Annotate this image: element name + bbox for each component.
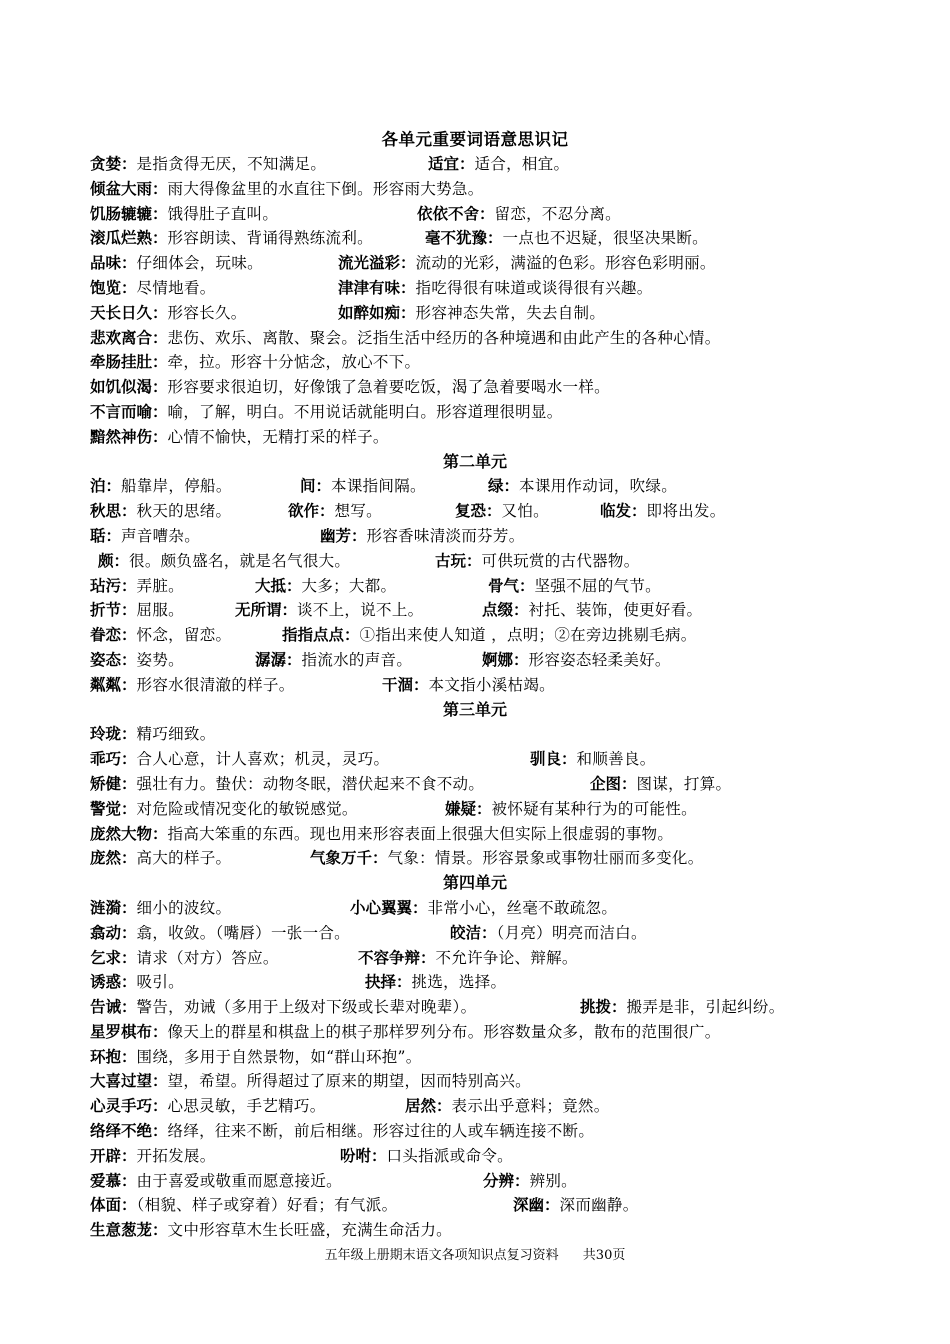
vocab-entry	[90, 152, 326, 177]
vocab-entry	[445, 797, 697, 822]
vocab-term: 饥肠辘辘：	[90, 204, 168, 223]
vocab-line	[90, 970, 860, 995]
vocab-term: 饱览：	[90, 278, 137, 297]
vocab-definition: 翕，收敛。（嘴唇）一张一合。	[136, 923, 350, 942]
vocab-entry	[90, 598, 184, 623]
vocab-entry	[488, 474, 677, 499]
vocab-definition: 络绎，往来不断，前后相继。形容过往的人或车辆连接不断。	[167, 1122, 595, 1141]
vocab-line	[90, 425, 860, 450]
vocab-term: 贪婪：	[90, 155, 137, 173]
vocab-definition: 雨大得像盆里的水直往下倒。形容雨大势急。	[167, 179, 484, 198]
vocab-line	[90, 1218, 860, 1243]
vocab-term: 古玩：	[435, 551, 482, 570]
vocab-line	[90, 226, 860, 251]
vocab-entry	[425, 226, 708, 251]
vocab-definition: 衬托、装饰，使更好看。	[528, 601, 703, 620]
vocab-term: 悲欢离合：	[90, 328, 168, 347]
vocab-definition: 流动的光彩，满溢的色彩。形容色彩明丽。	[415, 254, 716, 273]
vocab-line	[90, 1193, 860, 1218]
vocab-definition: 开拓发展。	[136, 1146, 216, 1165]
vocab-term: 环抱：	[90, 1047, 137, 1066]
vocab-definition: 适合，相宜。	[474, 155, 570, 173]
vocab-entry	[90, 226, 373, 251]
vocab-definition: 屈服。	[136, 601, 184, 620]
vocab-line	[90, 524, 860, 549]
vocab-line	[90, 326, 860, 351]
vocab-definition: 又怕。	[501, 502, 549, 521]
vocab-term: 深幽：	[513, 1196, 560, 1215]
vocab-line	[90, 1045, 860, 1070]
vocab-definition: 悲伤、欢乐、离散、聚会。泛指生活中经历的各种境遇和由此产生的各种心情。	[167, 328, 721, 347]
vocab-entry	[90, 1119, 594, 1144]
vocab-entry	[590, 772, 731, 797]
vocab-term: 毫不犹豫：	[425, 229, 503, 248]
vocab-term: 络绎不绝：	[90, 1122, 168, 1141]
vocab-definition: 本课用作动词，吹绿。	[519, 477, 678, 496]
vocab-entry	[358, 946, 578, 971]
vocab-entry	[450, 921, 647, 946]
vocab-entry	[90, 499, 231, 524]
vocab-entry	[90, 326, 721, 351]
vocab-term: 小心翼翼：	[350, 898, 428, 917]
vocab-term: 泊：	[90, 477, 122, 496]
vocab-entry	[90, 400, 563, 425]
vocab-line	[90, 722, 860, 747]
vocab-entry	[90, 1094, 326, 1119]
vocab-entry	[90, 425, 389, 450]
vocab-term: 玷污：	[90, 576, 137, 595]
vocab-definition: 船靠岸，停船。	[121, 477, 232, 496]
vocab-definition: 对危险或情况变化的敏锐感觉。	[136, 799, 358, 818]
vocab-line	[90, 499, 860, 524]
vocab-entry	[90, 921, 350, 946]
vocab-term: 适宜：	[428, 155, 475, 173]
vocab-entry	[365, 970, 506, 995]
vocab-term: 分辨：	[483, 1171, 530, 1190]
vocab-entry	[417, 202, 621, 227]
vocab-term: 庞然大物：	[90, 824, 168, 843]
vocab-definition: 辨别。	[529, 1171, 577, 1190]
vocab-term: 聒：	[90, 526, 122, 545]
footer-doc-title: 五年级上册期末语文各项知识点复习资料	[324, 1248, 559, 1263]
vocab-line	[90, 177, 860, 202]
vocab-entry	[90, 177, 484, 202]
vocab-term: 告诫：	[90, 998, 137, 1017]
vocab-term: 折节：	[90, 601, 137, 620]
vocab-definition: 指吃得很有味道或谈得很有兴趣。	[415, 278, 653, 297]
vocab-entry	[90, 722, 216, 747]
vocab-term: 体面：	[90, 1196, 137, 1215]
vocab-term: 津津有味：	[338, 278, 416, 297]
vocab-definition: 坚强不屈的气节。	[534, 576, 661, 595]
vocab-definition: 围绕，多用于自然景物，如“群山环抱”。	[136, 1047, 422, 1066]
vocab-term: 天长日久：	[90, 303, 168, 322]
vocab-line	[90, 846, 860, 871]
vocab-entry	[513, 1193, 639, 1218]
vocab-entry	[600, 499, 726, 524]
vocab-line	[90, 400, 860, 425]
vocab-term: 不言而喻：	[90, 402, 168, 421]
vocab-entry	[90, 648, 184, 673]
vocab-definition: 牵，拉。形容十分惦念，放心不下。	[167, 353, 421, 372]
vocab-entry	[90, 574, 184, 599]
vocab-term: 指指点点：	[282, 626, 360, 645]
vocab-line	[90, 896, 860, 921]
vocab-term: 心灵手巧：	[90, 1097, 168, 1116]
vocab-line	[90, 1119, 860, 1144]
vocab-term: 庞然：	[90, 849, 137, 868]
vocab-entry	[90, 1193, 397, 1218]
vocab-entry	[90, 623, 231, 648]
vocab-term: 玲珑：	[90, 725, 137, 744]
vocab-term: 不容争辩：	[358, 948, 436, 967]
vocab-definition: 心思灵敏，手艺精巧。	[167, 1097, 326, 1116]
vocab-definition: 饿得肚子直叫。	[167, 204, 279, 223]
vocab-term: 诱惑：	[90, 973, 137, 992]
vocab-term: 吩咐：	[340, 1146, 387, 1165]
vocab-entry	[98, 549, 350, 574]
vocab-term: 幽芳：	[320, 526, 367, 545]
vocab-entry	[405, 1094, 610, 1119]
vocab-definition: 声音嘈杂。	[121, 526, 201, 545]
vocab-term: 气象万千：	[310, 849, 388, 868]
vocab-line	[90, 1020, 860, 1045]
page-title: 各单元重要词语意思识记	[381, 130, 569, 149]
vocab-line	[90, 946, 860, 971]
vocab-entry	[90, 350, 420, 375]
vocab-line	[90, 474, 860, 499]
vocab-entry	[300, 474, 426, 499]
vocab-definition: 心情不愉快，无精打采的样子。	[167, 427, 389, 446]
vocab-definition: 被怀疑有某种行为的可能性。	[491, 799, 697, 818]
vocab-line	[90, 995, 860, 1020]
vocab-definition: 图谋，打算。	[636, 774, 732, 793]
vocab-term: 警觉：	[90, 799, 137, 818]
vocab-term: 大喜过望：	[90, 1072, 168, 1091]
vocab-term: 企图：	[590, 774, 637, 793]
vocab-definition: 强壮有力。蛰伏：动物冬眠，潜伏起来不食不动。	[136, 774, 485, 793]
vocab-term: 涟漪：	[90, 898, 137, 917]
vocab-definition: 文中形容草木生长旺盛，充满生命活力。	[167, 1221, 452, 1240]
vocab-term: 粼粼：	[90, 675, 137, 694]
vocab-definition: 像天上的群星和棋盘上的棋子那样罗列分布。形容数量众多，散布的范围很广。	[167, 1022, 721, 1041]
vocab-term: 嫌疑：	[445, 799, 492, 818]
vocab-definition: 细小的波纹。	[136, 898, 232, 917]
vocab-entry	[90, 822, 673, 847]
vocab-definition: （月亮）明亮而洁白。	[496, 923, 647, 942]
vocab-term: 品味：	[90, 254, 137, 273]
section-heading: 第二单元	[442, 451, 507, 471]
vocab-definition: 形容长久。	[167, 303, 247, 322]
vocab-entry	[282, 623, 697, 648]
vocab-term: 流光溢彩：	[338, 254, 416, 273]
vocab-entry	[435, 549, 640, 574]
vocab-entry	[338, 301, 605, 326]
vocab-entry	[483, 1169, 577, 1194]
vocab-definition: 请求（对方）答应。	[136, 948, 279, 967]
vocab-line	[90, 1144, 860, 1169]
section-heading: 第三单元	[442, 699, 507, 719]
vocab-line	[90, 251, 860, 276]
vocab-definition: 高大的样子。	[136, 849, 232, 868]
vocab-definition: 和顺善良。	[576, 750, 656, 769]
vocab-line	[90, 673, 860, 698]
vocab-term: 开辟：	[90, 1146, 137, 1165]
vocab-definition: 留恋，不忍分离。	[494, 204, 621, 223]
vocab-definition: 气象：情景。形容景象或事物壮丽而多变化。	[387, 849, 704, 868]
vocab-line	[90, 648, 860, 673]
vocab-definition: 形容朗读、背诵得熟练流利。	[167, 229, 373, 248]
document-page	[90, 128, 860, 1243]
vocab-definition: 不允许争论、辩解。	[435, 948, 578, 967]
vocab-term: 居然：	[405, 1097, 452, 1116]
vocab-line	[90, 822, 860, 847]
vocab-entry	[482, 648, 671, 673]
vocab-entry	[320, 524, 525, 549]
vocab-term: 驯良：	[530, 750, 577, 769]
vocab-definition: 形容要求很迫切，好像饿了急着要吃饭，渴了急着要喝水一样。	[167, 378, 610, 397]
vocab-definition: 精巧细致。	[136, 725, 216, 744]
vocab-definition: 望，希望。所得超过了原来的期望，因而特别高兴。	[167, 1072, 531, 1091]
vocab-term: 潺潺：	[255, 650, 302, 669]
vocab-definition: 谈不上，说不上。	[297, 601, 424, 620]
vocab-entry	[90, 1218, 452, 1243]
vocab-entry	[90, 673, 295, 698]
vocab-entry	[90, 1169, 342, 1194]
vocab-term: 星罗棋布：	[90, 1022, 168, 1041]
vocab-term: 依依不舍：	[417, 204, 495, 223]
vocab-entry	[255, 648, 412, 673]
vocab-entry	[90, 1045, 422, 1070]
vocab-line	[90, 797, 860, 822]
vocab-term: 点缀：	[482, 601, 529, 620]
vocab-definition: 吸引。	[136, 973, 184, 992]
vocab-entry	[90, 524, 200, 549]
vocab-definition: 弄脏。	[136, 576, 184, 595]
vocab-definition: 深而幽静。	[559, 1196, 639, 1215]
vocab-term: 姿态：	[90, 650, 137, 669]
vocab-line	[90, 152, 860, 177]
vocab-definition: 表示出乎意料；竟然。	[451, 1097, 610, 1116]
vocab-definition: 可供玩赏的古代器物。	[481, 551, 640, 570]
vocab-term: 滚瓜烂熟：	[90, 229, 168, 248]
vocab-definition: 很。颇负盛名，就是名气很大。	[129, 551, 351, 570]
vocab-entry	[90, 946, 279, 971]
vocab-definition: 怀念，留恋。	[136, 626, 232, 645]
vocab-term: 眷恋：	[90, 626, 137, 645]
vocab-entry	[338, 251, 716, 276]
vocab-line	[90, 549, 860, 574]
vocab-definition: 指流水的声音。	[301, 650, 413, 669]
vocab-entry	[90, 1069, 531, 1094]
vocab-term: 翕动：	[90, 923, 137, 942]
vocab-entry	[350, 896, 617, 921]
vocab-term: 欲作：	[288, 502, 335, 521]
vocab-entry	[338, 276, 653, 301]
vocab-definition: 本文指小溪枯竭。	[428, 675, 555, 694]
vocab-definition: 合人心意，计人喜欢；机灵，灵巧。	[136, 750, 390, 769]
vocab-definition: 是指贪得无厌，不知满足。	[136, 155, 327, 173]
vocab-term: 大抵：	[255, 576, 302, 595]
vocab-entry	[90, 772, 484, 797]
vocab-term: 秋思：	[90, 502, 137, 521]
vocabulary-list	[90, 152, 860, 1243]
vocab-definition: 大多；大都。	[301, 576, 397, 595]
vocab-term: 黯然神伤：	[90, 427, 168, 446]
vocab-definition: 秋天的思绪。	[136, 502, 232, 521]
vocab-entry	[382, 673, 555, 698]
vocab-line	[90, 276, 860, 301]
vocab-entry	[90, 474, 232, 499]
vocab-term: 皎洁：	[450, 923, 497, 942]
vocab-term: 间：	[300, 477, 332, 496]
vocab-entry	[482, 598, 702, 623]
vocab-definition: 警告，劝诫（多用于上级对下级或长辈对晚辈）。	[136, 998, 477, 1017]
vocab-term: 倾盆大雨：	[90, 179, 168, 198]
vocab-entry	[580, 995, 785, 1020]
vocab-entry	[255, 574, 396, 599]
vocab-line	[90, 1069, 860, 1094]
vocab-definition: （相貌、样子或穿着）好看；有气派。	[136, 1196, 398, 1215]
vocab-definition: ①指出来使人知道 ，点明；②在旁边挑剔毛病。	[359, 626, 697, 645]
vocab-entry	[90, 970, 184, 995]
vocab-definition: 尽情地看。	[136, 278, 216, 297]
vocab-entry	[340, 1144, 513, 1169]
vocab-entry	[90, 202, 278, 227]
vocab-definition: 搬弄是非，引起纠纷。	[626, 998, 785, 1017]
vocab-entry	[90, 995, 476, 1020]
vocab-definition: 形容香味清淡而芬芳。	[366, 526, 525, 545]
vocab-entry	[428, 152, 569, 177]
vocab-definition: 挑选，选择。	[411, 973, 507, 992]
vocab-line	[90, 747, 860, 772]
vocab-entry	[90, 276, 216, 301]
vocab-term: 爱慕：	[90, 1171, 137, 1190]
vocab-line	[90, 375, 860, 400]
vocab-definition: 想写。	[334, 502, 382, 521]
vocab-line	[90, 301, 860, 326]
vocab-term: 乖巧：	[90, 750, 137, 769]
vocab-entry	[530, 747, 656, 772]
vocab-term: 挑拨：	[580, 998, 627, 1017]
vocab-entry	[90, 1020, 721, 1045]
vocab-definition: 指高大笨重的东西。现也用来形容表面上很强大但实际上很虚弱的事物。	[167, 824, 674, 843]
vocab-line	[90, 772, 860, 797]
footer-page-count: 共30页	[582, 1248, 626, 1263]
vocab-term: 绿：	[488, 477, 520, 496]
vocab-term: 临发：	[600, 502, 647, 521]
vocab-entry	[90, 301, 247, 326]
vocab-term: 生意葱茏：	[90, 1221, 168, 1240]
vocab-term: 如饥似渴：	[90, 378, 168, 397]
vocab-entry	[90, 251, 263, 276]
vocab-definition: 即将出发。	[646, 502, 726, 521]
vocab-entry	[90, 797, 358, 822]
section-heading: 第四单元	[442, 873, 507, 893]
vocab-line	[90, 921, 860, 946]
vocab-term: 干涸：	[382, 675, 429, 694]
vocab-line	[90, 1169, 860, 1194]
vocab-entry	[90, 896, 231, 921]
vocab-entry	[90, 375, 610, 400]
vocab-entry	[455, 499, 549, 524]
vocab-term: 婀娜：	[482, 650, 529, 669]
vocab-line	[90, 350, 860, 375]
vocab-term: 无所谓：	[235, 601, 298, 620]
vocab-term: 骨气：	[488, 576, 535, 595]
vocab-line	[90, 574, 860, 599]
vocab-definition: 由于喜爱或敬重而愿意接近。	[136, 1171, 342, 1190]
vocab-definition: 姿势。	[136, 650, 184, 669]
vocab-term: 复恐：	[455, 502, 502, 521]
page-footer	[0, 1246, 950, 1266]
vocab-term: 如醉如痴：	[338, 303, 416, 322]
vocab-line	[90, 623, 860, 648]
vocab-line	[90, 202, 860, 227]
vocab-line	[90, 1094, 860, 1119]
vocab-term: 乞求：	[90, 948, 137, 967]
vocab-term: 颇：	[98, 551, 130, 570]
vocab-definition: 本课指间隔。	[331, 477, 426, 496]
vocab-entry	[90, 1144, 216, 1169]
vocab-term: 抉择：	[365, 973, 412, 992]
vocab-term: 牵肠挂肚：	[90, 353, 168, 372]
vocab-line	[90, 598, 860, 623]
vocab-entry	[90, 846, 231, 871]
vocab-entry	[488, 574, 661, 599]
vocab-definition: 口头指派或命令。	[386, 1146, 513, 1165]
vocab-entry	[288, 499, 382, 524]
vocab-entry	[310, 846, 704, 871]
vocab-definition: 一点也不迟疑，很坚决果断。	[502, 229, 708, 248]
vocab-definition: 仔细体会，玩味。	[136, 254, 263, 273]
vocab-definition: 喻，了解，明白。不用说话就能明白。形容道理很明显。	[167, 402, 563, 421]
vocab-entry	[235, 598, 423, 623]
vocab-term: 矫健：	[90, 774, 137, 793]
vocab-entry	[90, 747, 389, 772]
vocab-definition: 形容神态失常，失去自制。	[415, 303, 606, 322]
vocab-definition: 形容水很清澈的样子。	[136, 675, 295, 694]
vocab-definition: 形容姿态轻柔美好。	[528, 650, 671, 669]
vocab-definition: 非常小心，丝毫不敢疏忽。	[427, 898, 618, 917]
